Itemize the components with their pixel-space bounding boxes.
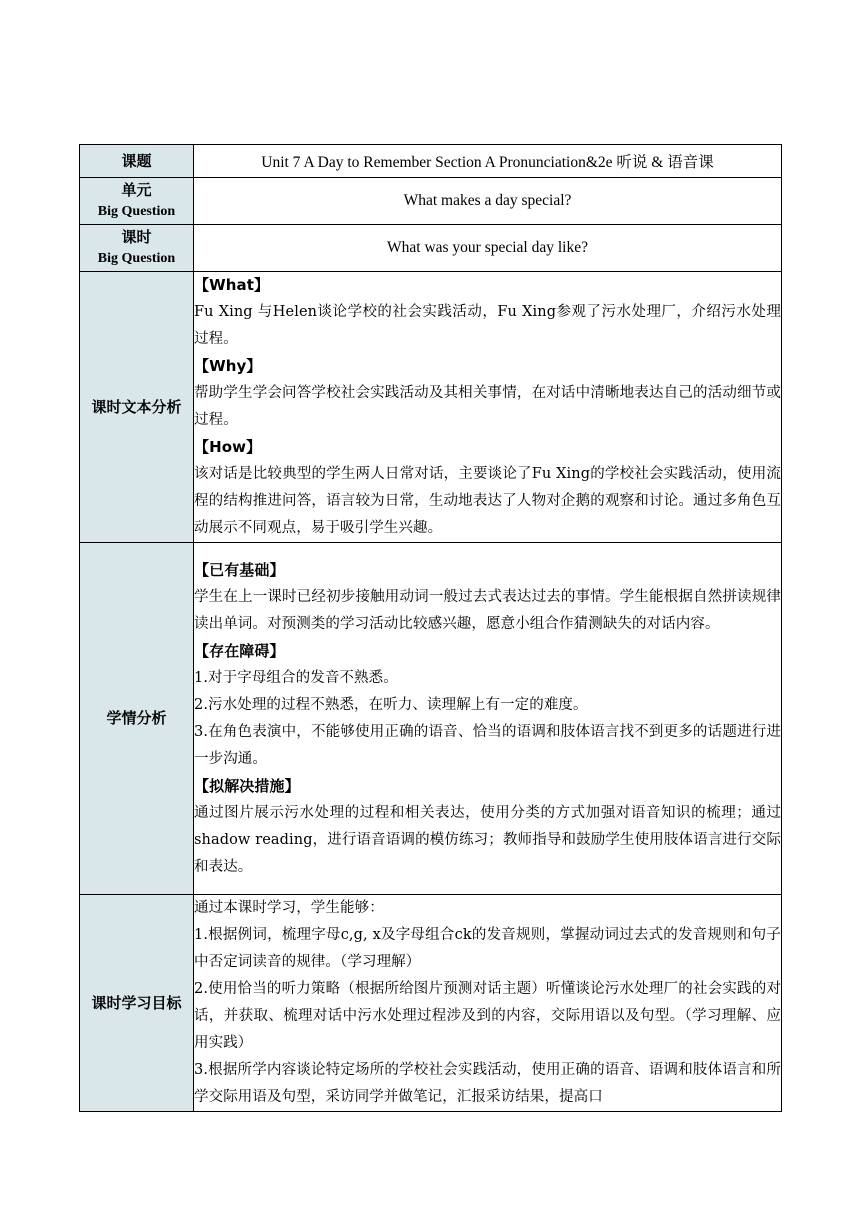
how-body: 该对话是比较典型的学生两人日常对话，主要谈论了Fu Xing的学校社会实践活动，使用流程的结构推进问答，语言较为日常，生动地表达了人物对企鹅的观察和讨论。通过多角色互动展示不同观点，易于吸引学生兴趣。 <box>194 466 781 536</box>
text-analysis-row <box>80 272 782 543</box>
basis-heading: 【已有基础】 <box>194 560 285 579</box>
period-big-question: What was your special day like? <box>194 225 782 272</box>
unit-label-cn: 单元 <box>121 181 152 199</box>
lesson-title-row <box>80 145 782 178</box>
basis-body: 学生在上一课时已经初步接触用动词一般过去式表达过去的事情。学生能根据自然拼读规律读出单词。对预测类的学习活动比较感兴趣，愿意小组合作猜测缺失的对话内容。 <box>194 588 781 632</box>
obstacle-item: 3.在角色表演中，不能够使用正确的语音、恰当的语调和肢体语言找不到更多的话题进行进一步沟通。 <box>194 723 781 767</box>
what-body: Fu Xing 与Helen谈论学校的社会实践活动，Fu Xing参观了污水处理厂，介绍污水处理过程。 <box>194 304 781 347</box>
measures-body: 通过图片展示污水处理的过程和相关表达，使用分类的方式加强对语音知识的梳理；通过 shadow reading，进行语音语调的模仿练习；教师指导和鼓励学生使用肢体语言进行交际和表达。 <box>194 804 781 875</box>
obstacle-item: 1.对于字母组合的发音不熟悉。 <box>194 669 398 686</box>
text-analysis-content <box>194 272 782 543</box>
what-heading: 【What】 <box>194 276 270 294</box>
objective-item: 3.根据所学内容谈论特定场所的学校社会实践活动，使用正确的语音、语调和肢体语言和所学交际用语及句型，采访同学并做笔记，汇报采访结果，提高口 <box>194 1062 781 1105</box>
period-label-en: Big Question <box>97 251 176 266</box>
period-label-cn: 课时 <box>121 228 152 246</box>
obstacles-heading: 【存在障碍】 <box>194 641 285 660</box>
why-heading: 【Why】 <box>194 357 262 375</box>
how-heading: 【How】 <box>194 438 262 456</box>
unit-big-question-label <box>80 178 194 225</box>
learner-analysis-content <box>194 543 782 895</box>
obstacle-item: 2.污水处理的过程不熟悉，在听力、读理解上有一定的难度。 <box>194 696 588 713</box>
lesson-title: Unit 7 A Day to Remember Section A Pronunciation&2e 听说 & 语音课 <box>194 145 782 178</box>
objectives-intro: 通过本课时学习，学生能够： <box>194 900 384 916</box>
objectives-row <box>80 895 782 1112</box>
unit-big-question: What makes a day special? <box>194 178 782 225</box>
period-big-question-label <box>80 225 194 272</box>
text-analysis-label: 课时文本分析 <box>80 272 194 543</box>
why-body: 帮助学生学会问答学校社会实践活动及其相关事情，在对话中清晰地表达自己的活动细节或过程。 <box>194 385 781 428</box>
objective-item: 2.使用恰当的听力策略（根据所给图片预测对话主题）听懂谈论污水处理厂的社会实践的对话，并获取、梳理对话中污水处理过程涉及到的内容，交际用语以及句型。（学习理解、应用实践） <box>194 981 781 1051</box>
learner-analysis-label: 学情分析 <box>80 543 194 895</box>
unit-big-question-row <box>80 178 782 225</box>
lesson-title-label: 课题 <box>80 145 194 178</box>
lesson-plan-table <box>79 144 782 1112</box>
learner-analysis-row <box>80 543 782 895</box>
objectives-content <box>194 895 782 1112</box>
unit-label-en: Big Question <box>97 204 176 219</box>
objective-item: 1.根据例词，梳理字母c,g, x及字母组合ck的发音规则，掌握动词过去式的发音规则和句子中否定词读音的规律。（学习理解） <box>194 927 781 970</box>
objectives-label: 课时学习目标 <box>80 895 194 1112</box>
measures-heading: 【拟解决措施】 <box>194 776 300 795</box>
period-big-question-row <box>80 225 782 272</box>
